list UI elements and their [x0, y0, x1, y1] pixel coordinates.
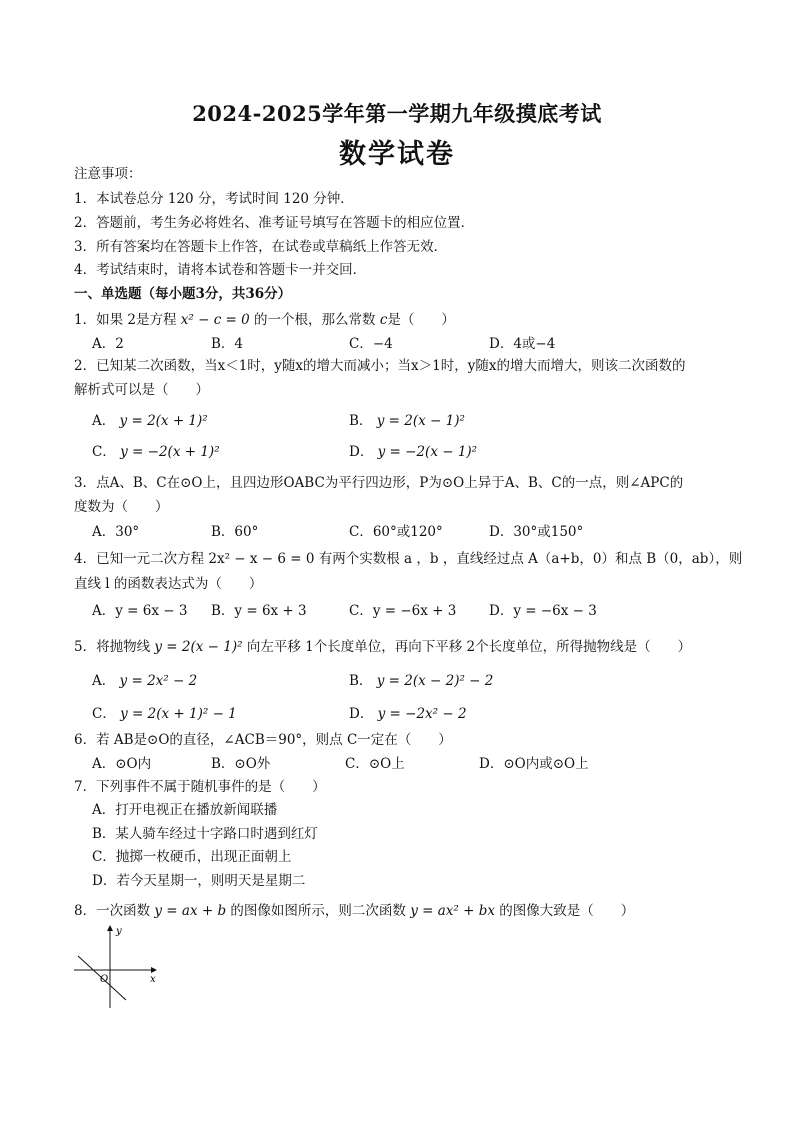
q3-option-d[interactable]: D．30°或150° [489, 524, 584, 540]
q5-text-b: 向左平移 1个长度单位，再向下平移 2个长度单位，所得抛物线是（ ） [246, 639, 692, 655]
question-5 [74, 638, 691, 656]
q2-option-c-expr: y = −2(x + 1)² [120, 444, 220, 460]
q1-text-b: 的一个根，那么常数 [254, 312, 376, 328]
q8-text-b: 的图像如图所示，则二次函数 [230, 903, 406, 919]
q5-option-a[interactable] [92, 672, 197, 690]
q2-option-d-expr: y = −2(x − 1)² [377, 444, 478, 460]
question-4-line-2: 直线 l 的函数表达式为（ ） [74, 576, 263, 592]
question-1 [74, 311, 455, 329]
q5-option-c[interactable] [92, 705, 237, 723]
q1-option-d[interactable]: D．4或−4 [489, 336, 556, 352]
q4-option-a[interactable]: A．y = 6x − 3 [92, 603, 188, 619]
q8-text-a: 8．一次函数 [74, 903, 151, 919]
q7-option-b[interactable]: B．某人骑车经过十字路口时遇到红灯 [92, 826, 318, 842]
question-4-line-1: 4．已知一元二次方程 2x² − x − 6 = 0 有两个实数根 a ，b ，直线经过点 A（a+b，0）和点 B（0，ab），则 [74, 551, 743, 567]
q1-option-b[interactable]: B．4 [211, 336, 244, 352]
notes-heading: 注意事项： [74, 166, 142, 182]
q5-option-a-expr: y = 2x² − 2 [119, 673, 198, 689]
question-3-line-1: 3．点A、B、C在⊙O上，且四边形OABC为平行四边形，P为⊙O上异于A、B、C的一点，则∠APC的 [74, 475, 684, 491]
q7-option-d[interactable]: D．若今天星期一，则明天是星期二 [92, 873, 306, 889]
q2-option-d[interactable] [349, 443, 477, 461]
q8-equation-1: y = ax + b [154, 903, 227, 919]
origin-label: O [100, 974, 109, 985]
q5-option-b[interactable] [349, 672, 493, 690]
q5-option-c-label: C． [92, 706, 116, 722]
q8-text-c: 的图像大致是（ ） [499, 903, 635, 919]
q5-option-b-expr: y = 2(x − 2)² − 2 [376, 673, 494, 689]
q2-option-b-label: B． [349, 413, 373, 429]
q3-option-c[interactable]: C．60°或120° [349, 524, 443, 540]
q1-text-d: 是（ ） [387, 312, 455, 328]
q6-option-b[interactable]: B．⊙O外 [211, 756, 271, 772]
q6-option-a[interactable]: A．⊙O内 [92, 756, 152, 772]
q1-option-c[interactable]: C．−4 [349, 336, 393, 352]
q5-equation: y = 2(x − 1)² [154, 639, 243, 655]
q2-option-a-label: A． [92, 413, 116, 429]
question-8 [74, 902, 634, 920]
q3-option-a[interactable]: A．30° [92, 524, 140, 540]
q5-option-b-label: B． [349, 673, 373, 689]
note-item: 3．所有答案均在答题卡上作答，在试卷或草稿纸上作答无效． [74, 239, 448, 255]
q2-option-c[interactable] [92, 443, 220, 461]
exam-title: 2024-2025学年第一学期九年级摸底考试 [192, 101, 602, 126]
q1-variable: c [379, 312, 388, 328]
q2-option-a-expr: y = 2(x + 1)² [119, 413, 208, 429]
q5-option-d-expr: y = −2x² − 2 [377, 706, 467, 722]
q2-option-d-label: D． [349, 444, 374, 460]
note-item: 4．考试结束时，请将本试卷和答题卡一并交回． [74, 262, 367, 278]
q1-option-a[interactable]: A．2 [92, 336, 124, 352]
q1-equation: x² − c = 0 [180, 312, 250, 328]
q2-option-c-label: C． [92, 444, 116, 460]
question-3-line-2: 度数为（ ） [74, 499, 169, 515]
section-heading: 一、单选题（每小题3分，共36分） [74, 286, 292, 302]
q6-option-d[interactable]: D．⊙O内或⊙O上 [479, 756, 589, 772]
question-2-line-1: 2．已知某二次函数，当x＜1时，y随x的增大而减小；当x＞1时，y随x的增大而增大，则该二次函数的 [74, 358, 686, 374]
note-item: 1．本试卷总分 120 分，考试时间 120 分钟． [74, 191, 354, 207]
q2-option-b-expr: y = 2(x − 1)² [376, 413, 465, 429]
q7-option-a[interactable]: A．打开电视正在播放新闻联播 [92, 802, 278, 818]
q3-option-b[interactable]: B．60° [211, 524, 259, 540]
linear-function-graph [70, 922, 170, 1012]
q4-option-d[interactable]: D．y = −6x − 3 [489, 603, 597, 619]
q5-option-c-expr: y = 2(x + 1)² − 1 [120, 706, 237, 722]
question-7: 7．下列事件不属于随机事件的是（ ） [74, 779, 326, 795]
q8-equation-2: y = ax² + bx [410, 903, 495, 919]
q7-option-c[interactable]: C．抛掷一枚硬币，出现正面朝上 [92, 849, 292, 865]
y-axis-label: y [116, 926, 122, 937]
q5-option-d-label: D． [349, 706, 374, 722]
q6-option-c[interactable]: C．⊙O上 [345, 756, 405, 772]
exam-subtitle: 数学试卷 [339, 139, 455, 170]
question-2-line-2: 解析式可以是（ ） [74, 382, 209, 398]
q4-option-c[interactable]: C．y = −6x + 3 [349, 603, 457, 619]
q2-option-b[interactable] [349, 412, 465, 430]
q4-option-b[interactable]: B．y = 6x + 3 [211, 603, 307, 619]
q5-option-d[interactable] [349, 705, 467, 723]
question-6: 6．若 AB是⊙O的直径，∠ACB＝90°，则点 C一定在（ ） [74, 732, 452, 748]
q2-option-a[interactable] [92, 412, 208, 430]
note-item: 2．答题前，考生务必将姓名、准考证号填写在答题卡的相应位置． [74, 215, 475, 231]
q5-text-a: 5．将抛物线 [74, 639, 151, 655]
q1-text-a: 1．如果 2是方程 [74, 312, 177, 328]
x-axis-label: x [150, 974, 156, 985]
q5-option-a-label: A． [92, 673, 116, 689]
